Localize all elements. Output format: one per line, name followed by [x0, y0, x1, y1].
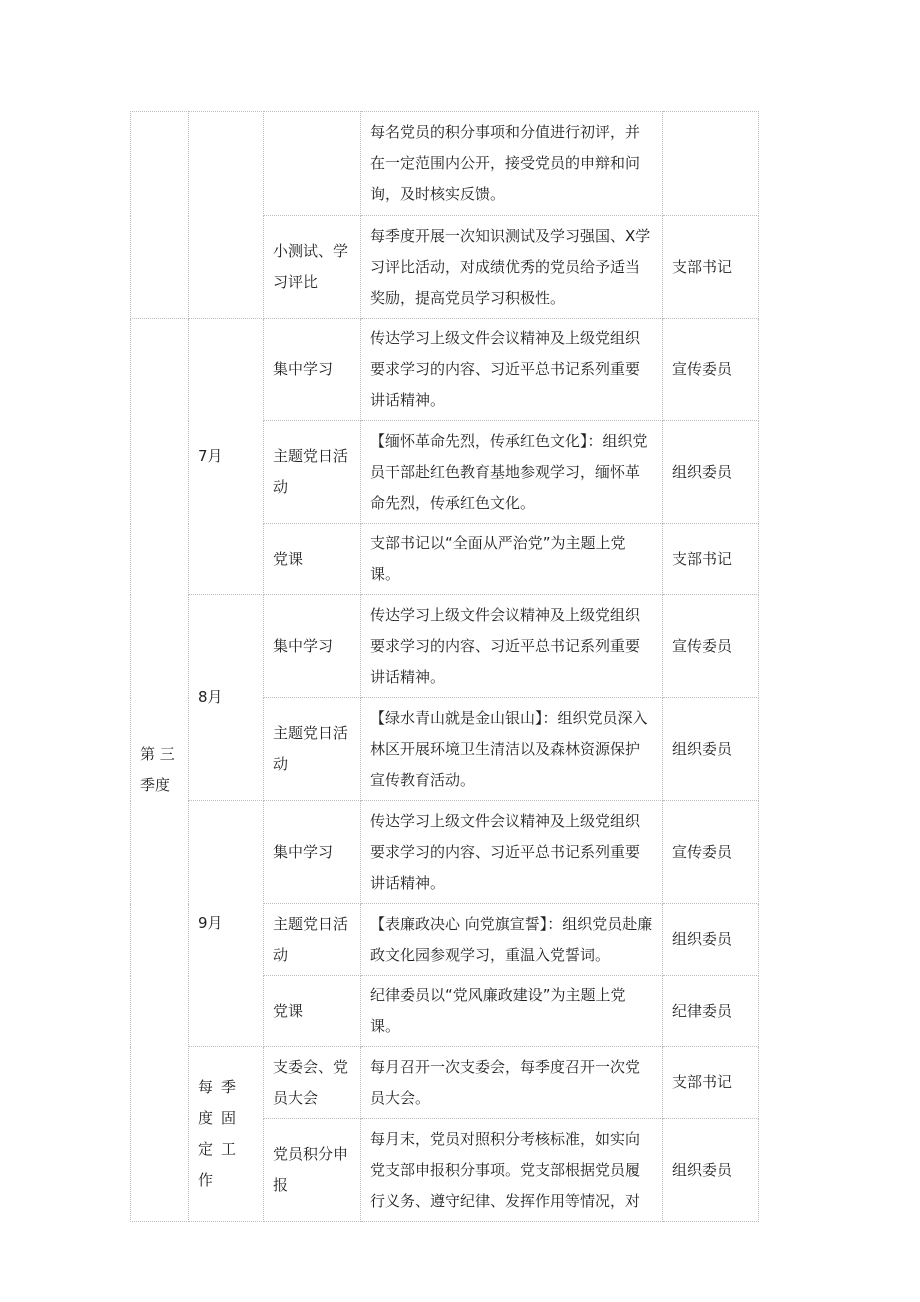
table-row	[131, 319, 759, 421]
quarter-cell	[131, 112, 189, 319]
content-cell: 传达学习上级文件会议精神及上级党组织要求学习的内容、习近平总书记系列重要讲话精神。	[361, 595, 663, 698]
content-cell: 传达学习上级文件会议精神及上级党组织要求学习的内容、习近平总书记系列重要讲话精神。	[361, 801, 663, 904]
content-cell: 每月末，党员对照积分考核标准，如实向党支部申报积分事项。党支部根据党员履行义务、遵守纪律、发挥作用等情况，对	[361, 1119, 663, 1222]
item-cell: 主题党日活动	[264, 698, 361, 801]
item-cell: 支委会、党员大会	[264, 1047, 361, 1119]
content-cell: 每月召开一次支委会，每季度召开一次党员大会。	[361, 1047, 663, 1119]
item-cell: 党课	[264, 976, 361, 1047]
item-cell	[264, 112, 361, 216]
owner-cell: 支部书记	[663, 1047, 759, 1119]
month-label-jul: 7月	[189, 319, 264, 595]
content-cell: 【表廉政决心 向党旗宣誓】：组织党员赴廉政文化园参观学习，重温入党誓词。	[361, 904, 663, 976]
owner-cell: 组织委员	[663, 1119, 759, 1222]
content-cell: 纪律委员以“党风廉政建设”为主题上党课。	[361, 976, 663, 1047]
item-cell: 党课	[264, 524, 361, 595]
item-cell: 小测试、学习评比	[264, 216, 361, 319]
content-cell: 支部书记以“全面从严治党”为主题上党课。	[361, 524, 663, 595]
fixed-work-label: 每季度固定工作	[189, 1047, 264, 1222]
item-cell: 党员积分申报	[264, 1119, 361, 1222]
month-label-aug: 8月	[189, 595, 264, 801]
content-cell: 【缅怀革命先烈，传承红色文化】：组织党员干部赴红色教育基地参观学习，缅怀革命先烈，传承红色文化。	[361, 421, 663, 524]
table-row	[131, 595, 759, 698]
owner-cell: 纪律委员	[663, 976, 759, 1047]
content-cell: 【绿水青山就是金山银山】：组织党员深入林区开展环境卫生清洁以及森林资源保护宣传教育活动。	[361, 698, 663, 801]
owner-cell: 宣传委员	[663, 801, 759, 904]
item-cell: 集中学习	[264, 801, 361, 904]
item-cell: 集中学习	[264, 319, 361, 421]
work-plan-table	[130, 111, 759, 1222]
owner-cell	[663, 112, 759, 216]
table-row	[131, 1047, 759, 1119]
item-cell: 主题党日活动	[264, 904, 361, 976]
table-row	[131, 112, 759, 216]
quarter-label: 第 三 季度	[131, 319, 189, 1222]
owner-cell: 支部书记	[663, 524, 759, 595]
item-cell: 集中学习	[264, 595, 361, 698]
owner-cell: 支部书记	[663, 216, 759, 319]
owner-cell: 组织委员	[663, 698, 759, 801]
content-cell: 每名党员的积分事项和分值进行初评，并在一定范围内公开，接受党员的申辩和问询，及时核实反馈。	[361, 112, 663, 216]
item-cell: 主题党日活动	[264, 421, 361, 524]
month-label-sep: 9月	[189, 801, 264, 1047]
table-row	[131, 801, 759, 904]
content-cell: 每季度开展一次知识测试及学习强国、X学习评比活动，对成绩优秀的党员给予适当奖励，提高党员学习积极性。	[361, 216, 663, 319]
owner-cell: 组织委员	[663, 904, 759, 976]
month-cell	[189, 112, 264, 319]
owner-cell: 宣传委员	[663, 595, 759, 698]
owner-cell: 宣传委员	[663, 319, 759, 421]
owner-cell: 组织委员	[663, 421, 759, 524]
content-cell: 传达学习上级文件会议精神及上级党组织要求学习的内容、习近平总书记系列重要讲话精神。	[361, 319, 663, 421]
